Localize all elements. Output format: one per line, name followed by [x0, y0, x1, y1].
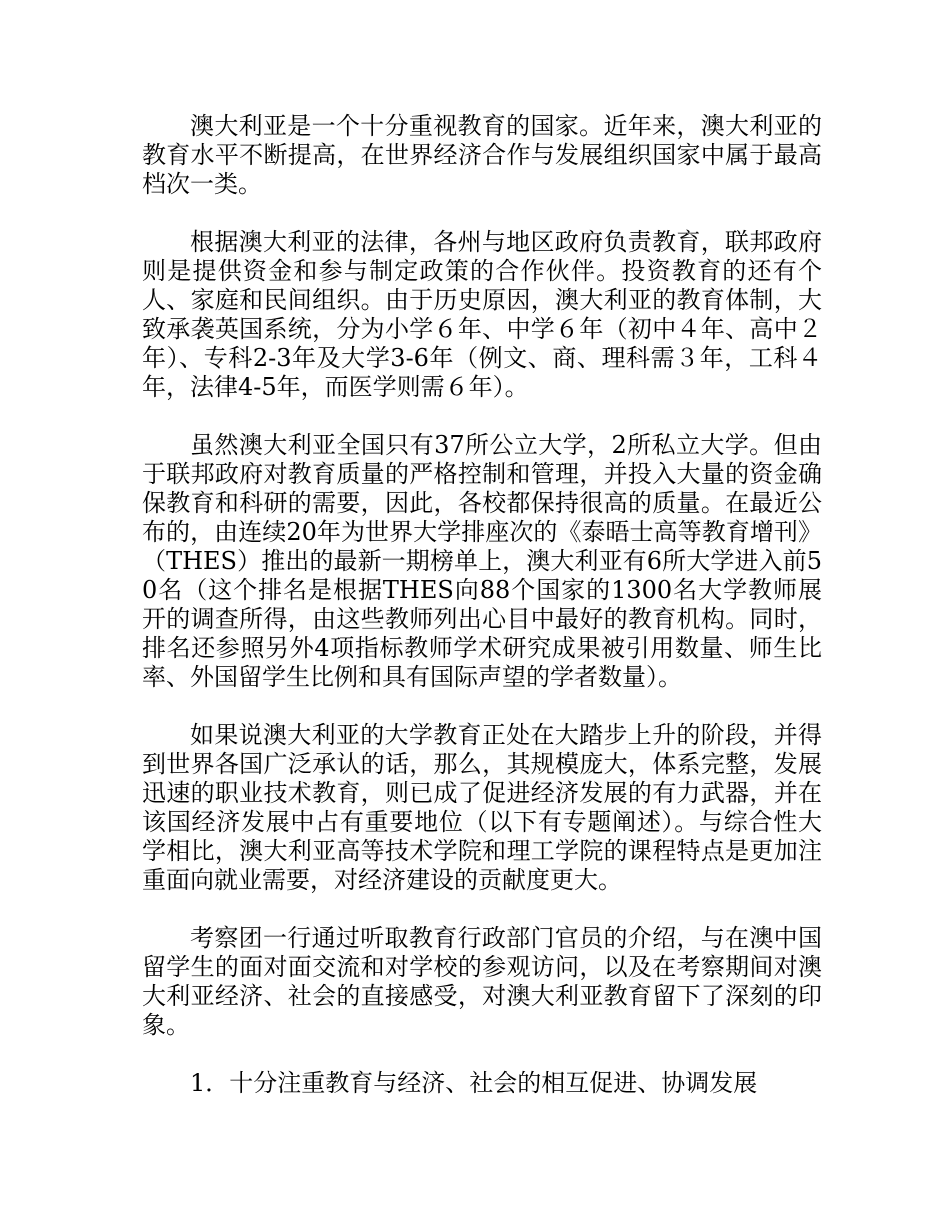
paragraph-education-system: 根据澳大利亚的法律，各州与地区政府负责教育，联邦政府则是提供资金和参与制定政策的合作伙伴。投资教育的还有个人、家庭和民间组织。由于历史原因，澳大利亚的教育体制，大致承袭英国系统，分为小学６年、中学６年（初中４年、高中２年）、专科2-3年及大学3-6年（例文、商、理科需３年，工科４年，法律4-5年，而医学则需６年）。: [142, 228, 822, 401]
paragraph-delegation: 考察团一行通过听取教育行政部门官员的介绍，与在澳中国留学生的面对面交流和对学校的参观访问，以及在考察期间对澳大利亚经济、社会的直接感受，对澳大利亚教育留下了深刻的印象。: [142, 924, 822, 1039]
paragraph-intro: 澳大利亚是一个十分重视教育的国家。近年来，澳大利亚的教育水平不断提高，在世界经济合作与发展组织国家中属于最高档次一类。: [142, 112, 822, 198]
section-heading-1: 1．十分注重教育与经济、社会的相互促进、协调发展: [190, 1069, 758, 1097]
paragraph-vocational-education: 如果说澳大利亚的大学教育正处在大踏步上升的阶段，并得到世界各国广泛承认的话，那么，其规模庞大，体系完整，发展迅速的职业技术教育，则已成了促进经济发展的有力武器，并在该国经济发展中占有重要地位（以下有专题阐述）。与综合性大学相比，澳大利亚高等技术学院和理工学院的课程特点是更加注重面向就业需要，对经济建设的贡献度更大。: [142, 721, 822, 894]
paragraph-universities: 虽然澳大利亚全国只有37所公立大学，2所私立大学。但由于联邦政府对教育质量的严格控制和管理，并投入大量的资金确保教育和科研的需要，因此，各校都保持很高的质量。在最近公布的，由连续20年为世界大学排座次的《泰晤士高等教育增刊》（THES）推出的最新一期榜单上，澳大利亚有6所大学进入前50名（这个排名是根据THES向88个国家的1300名大学教师展开的调查所得，由这些教师列出心目中最好的教育机构。同时，排名还参照另外4项指标教师学术研究成果被引用数量、师生比率、外国留学生比例和具有国际声望的学者数量）。: [142, 431, 822, 691]
document-body: [142, 112, 822, 1127]
